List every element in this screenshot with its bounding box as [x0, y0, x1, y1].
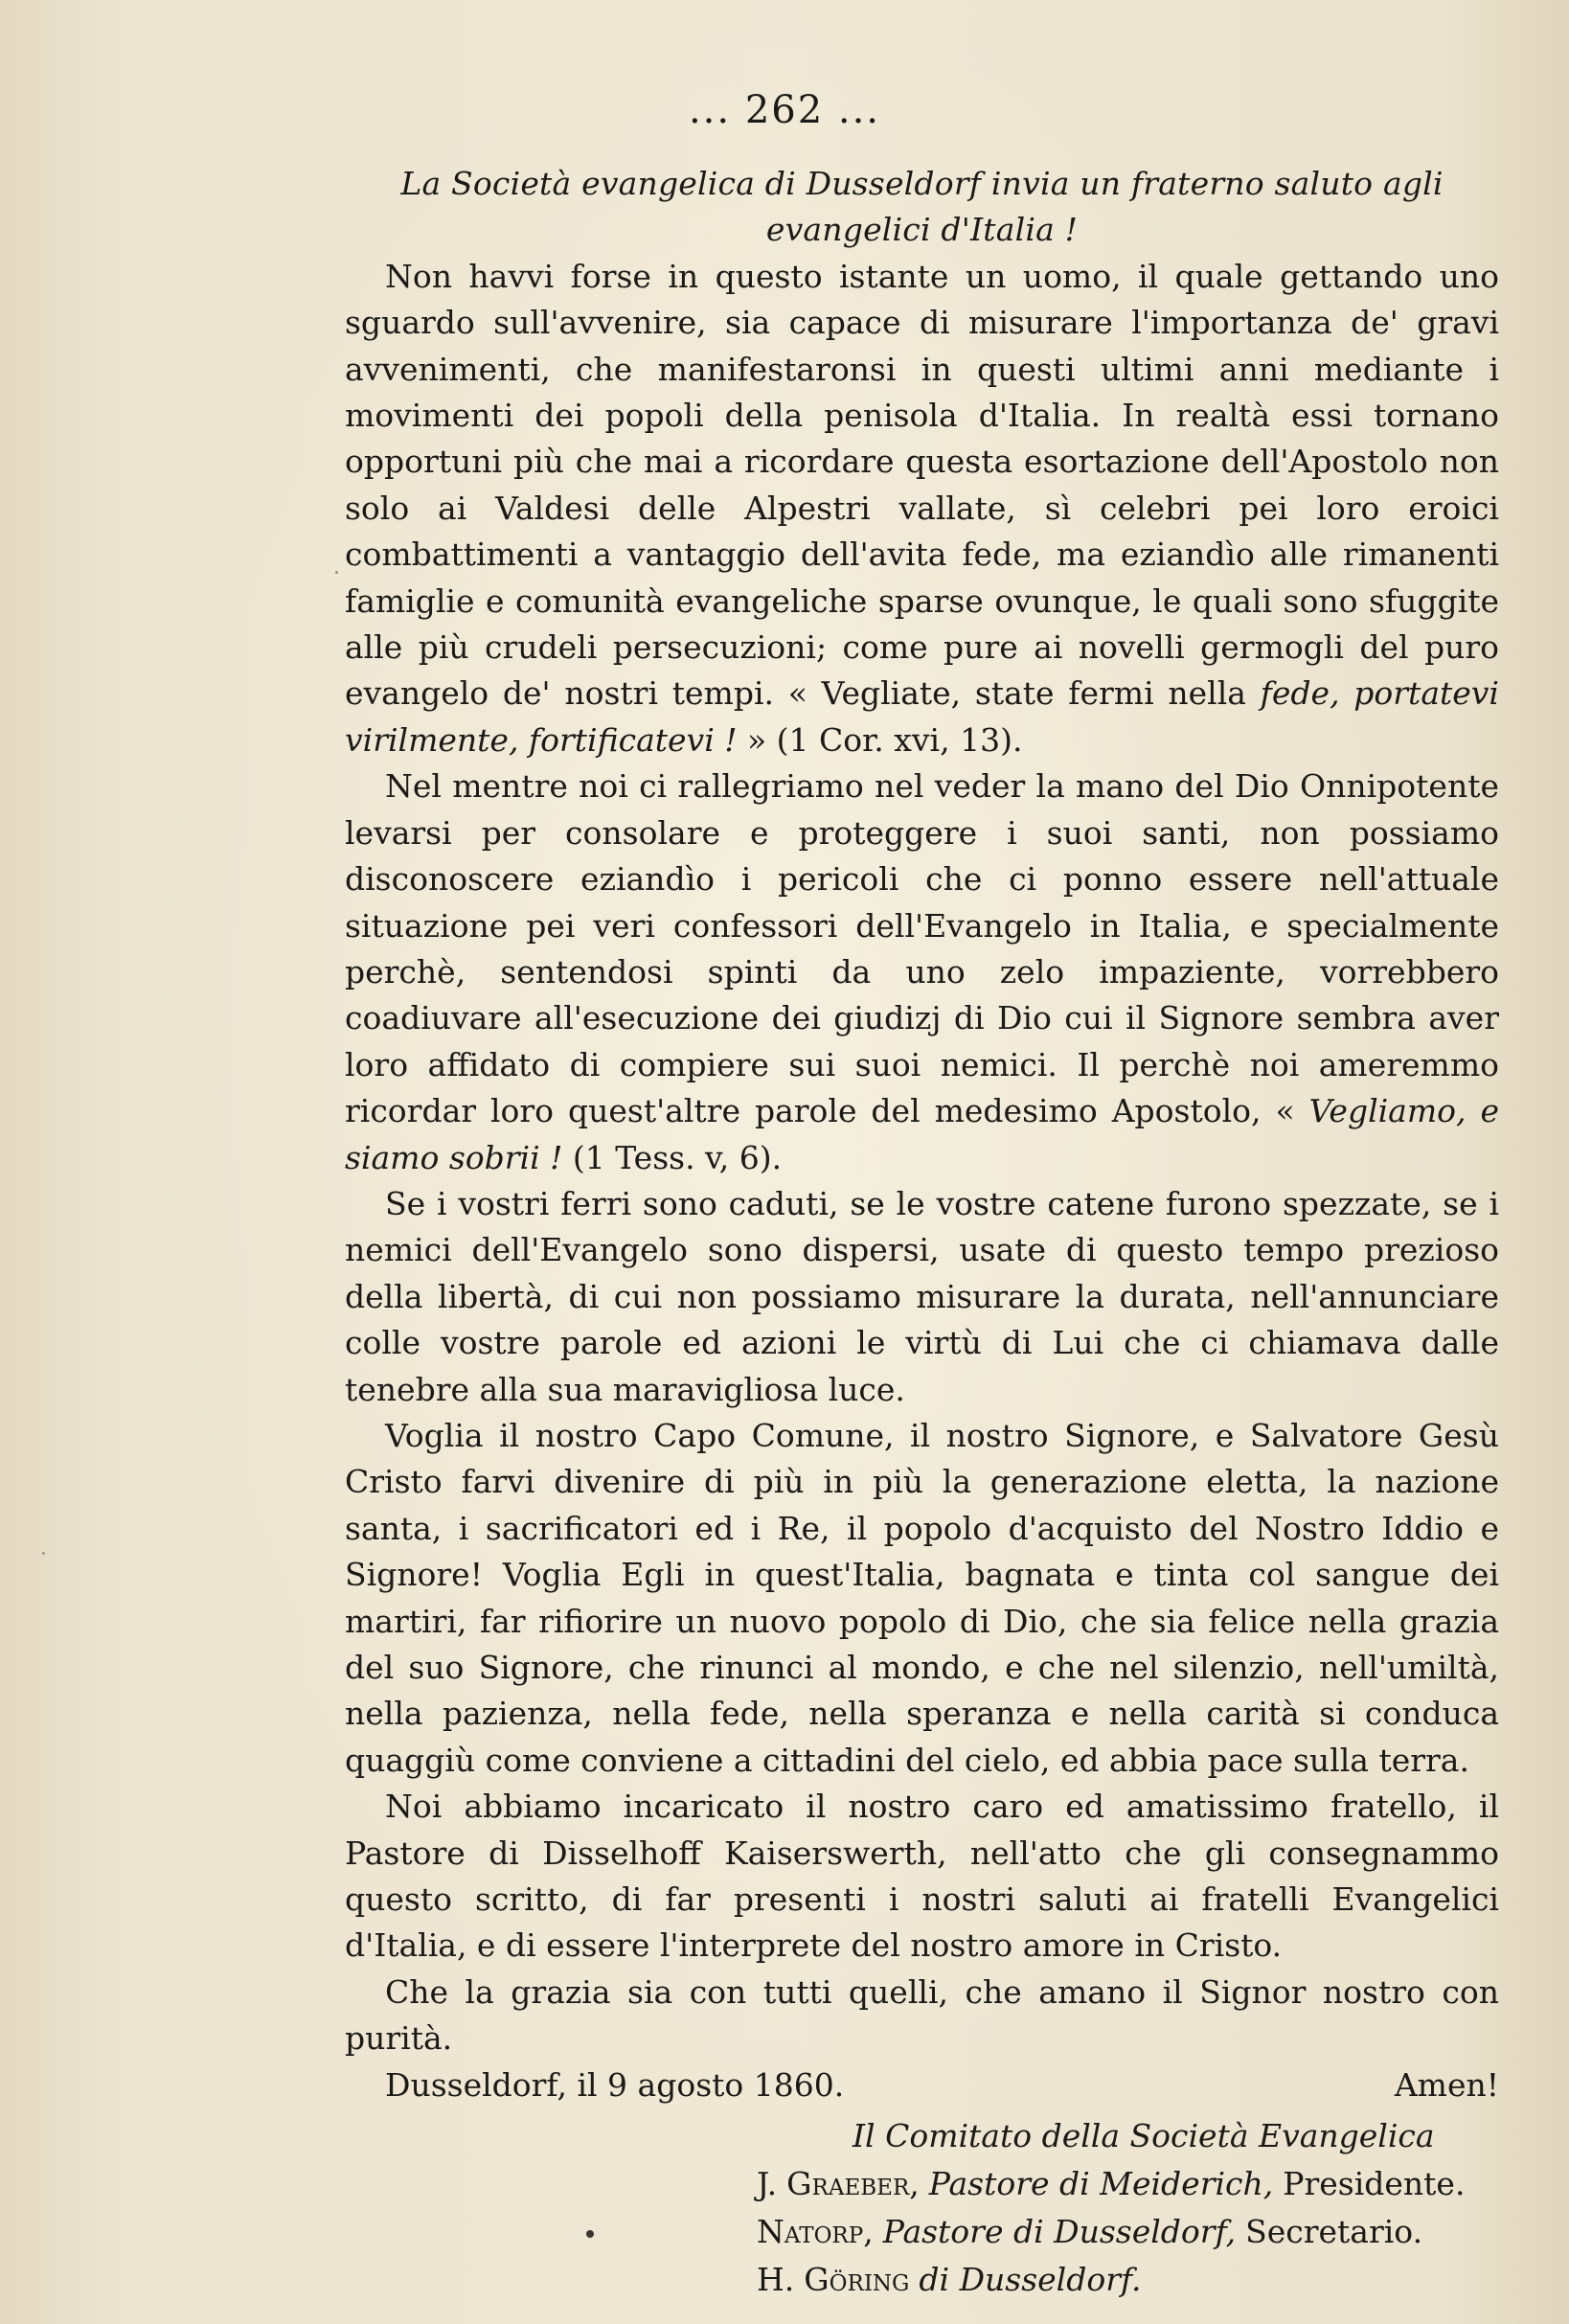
place-and-date: Dusseldorf, il 9 agosto 1860.: [385, 2065, 845, 2104]
page-number: ... 262 ...: [688, 88, 881, 132]
paragraph-3: Se i vostri ferri sono caduti, se le vostre catene furono spezzate, se i nemici dell'Evangelo sono dispersi, usate di questo tempo prezioso della libertà, di cui non possiamo misurare la durata, nell'annunciare colle vostre parole ed azioni le virtù di Lui che ci chiamava dalle tenebre alla sua maravigliosa luce.: [345, 1184, 1499, 1408]
amen: Amen!: [1394, 2065, 1499, 2104]
paragraph-2-citation: (1 Tess. v, 6).: [562, 1138, 783, 1176]
paragraph-2-text: Nel mentre noi ci rallegriamo nel veder la mano del Dio Onnipotente levarsi per consolare e proteggere i suoi santi, non possiamo disconoscere eziandìo i pericoli che ci ponno essere nell'attuale situazione pei veri confessori dell'Evangelo in Italia, e specialmente perchè, sentendosi spinti da uno zelo impaziente, vorrebbero coadiuvare all'esecuzione dei giudizj di Dio cui il Signore sembra aver loro affidato di compiere sui suoi nemici. Il perchè noi ameremmo ricordar loro quest'altre parole del medesimo Apostolo, «: [345, 767, 1499, 1130]
signature-surname: Göring: [804, 2261, 910, 2299]
paper-speck: [586, 2230, 594, 2238]
paragraph-2-quote: Vegliamo, e siamo sobrii !: [345, 1092, 1499, 1176]
paragraph-1-text: Non havvi forse in questo istante un uomo, il quale gettando uno sguardo sull'avvenire, sia capace di misurare l'importanza de' gravi avvenimenti, che manifestaronsi in questi ultimi anni mediante i movimenti dei popoli della penisola d'Italia. In realtà essi tornano opportuni più che mai a ricordare questa esortazione dell'Apostolo non solo ai Valdesi delle Alpestri vallate, sì celebri pei loro eroici combattimenti a vantaggio dell'avita fede, ma eziandìo alle rimanenti famiglie e comunità evangeliche sparse ovunque, le quali sono sfuggite alle più crudeli persecuzioni; come pure ai novelli germogli del puro evangelo de' nostri tempi. « Vegliate, state fermi nella: [345, 257, 1499, 713]
paragraph-5: Noi abbiamo incaricato il nostro caro ed amatissimo fratello, il Pastore di Disselhoff Kaiserswerth, nell'atto che gli consegnammo questo scritto, di far presenti i nostri saluti ai fratelli Evangelici d'Italia, e di essere l'interprete del nostro amore in Cristo.: [345, 1788, 1499, 1965]
paragraph-6: Che la grazia sia con tutti quelli, che amano il Signor nostro con purità.: [345, 1972, 1499, 2058]
signature-role: di Dusseldorf.: [919, 2261, 1142, 2299]
paper-speck: [42, 1552, 45, 1555]
signature-role: Pastore di Meiderich,: [928, 2165, 1274, 2203]
signature-initial: H.: [757, 2261, 795, 2299]
dateline: [345, 2062, 1499, 2108]
letter-salutation: La Società evangelica di Dusseldorf invia un fraterno saluto agli evangelici d'Italia !: [400, 165, 1444, 249]
paper-speck: [335, 571, 338, 574]
signature-block: [757, 2112, 1499, 2304]
letter-body: [345, 161, 1499, 2304]
signature-surname: Natorp,: [757, 2213, 874, 2251]
paragraph-1-citation: » (1 Cor. xvi, 13).: [737, 720, 1023, 759]
signature-role: Pastore di Dusseldorf,: [882, 2213, 1237, 2251]
paragraph-1-quote: fede, portatevi virilmente, fortificatevi !: [345, 674, 1499, 759]
signature-natorp: [757, 2208, 1499, 2256]
signature-initial: J.: [757, 2165, 778, 2203]
paragraph-1: [345, 254, 1499, 763]
paragraph-2: [345, 763, 1499, 1181]
signature-title: Secretario.: [1245, 2213, 1423, 2251]
committee-title: Il Comitato della Società Evangelica: [853, 2117, 1435, 2155]
signature-graeber: [757, 2160, 1499, 2208]
signature-title: Presidente.: [1283, 2165, 1466, 2203]
paragraph-4: Voglia il nostro Capo Comune, il nostro Signore, e Salvatore Gesù Cristo farvi divenire di più in più la generazione eletta, la nazione santa, i sacrificatori ed i Re, il popolo d'acquisto del Nostro Iddio e Signore! Voglia Egli in quest'Italia, bagnata e tinta col sangue dei martiri, far rifiorire un nuovo popolo di Dio, che sia felice nella grazia del suo Signore, che rinunci al mondo, e che nel silenzio, nell'umiltà, nella pazienza, nella fede, nella speranza e nella carità si conduca quaggiù come conviene a cittadini del cielo, ed abbia pace sulla terra.: [345, 1416, 1499, 1779]
signature-goring: [757, 2256, 1499, 2304]
signature-surname: Graeber,: [786, 2165, 920, 2203]
